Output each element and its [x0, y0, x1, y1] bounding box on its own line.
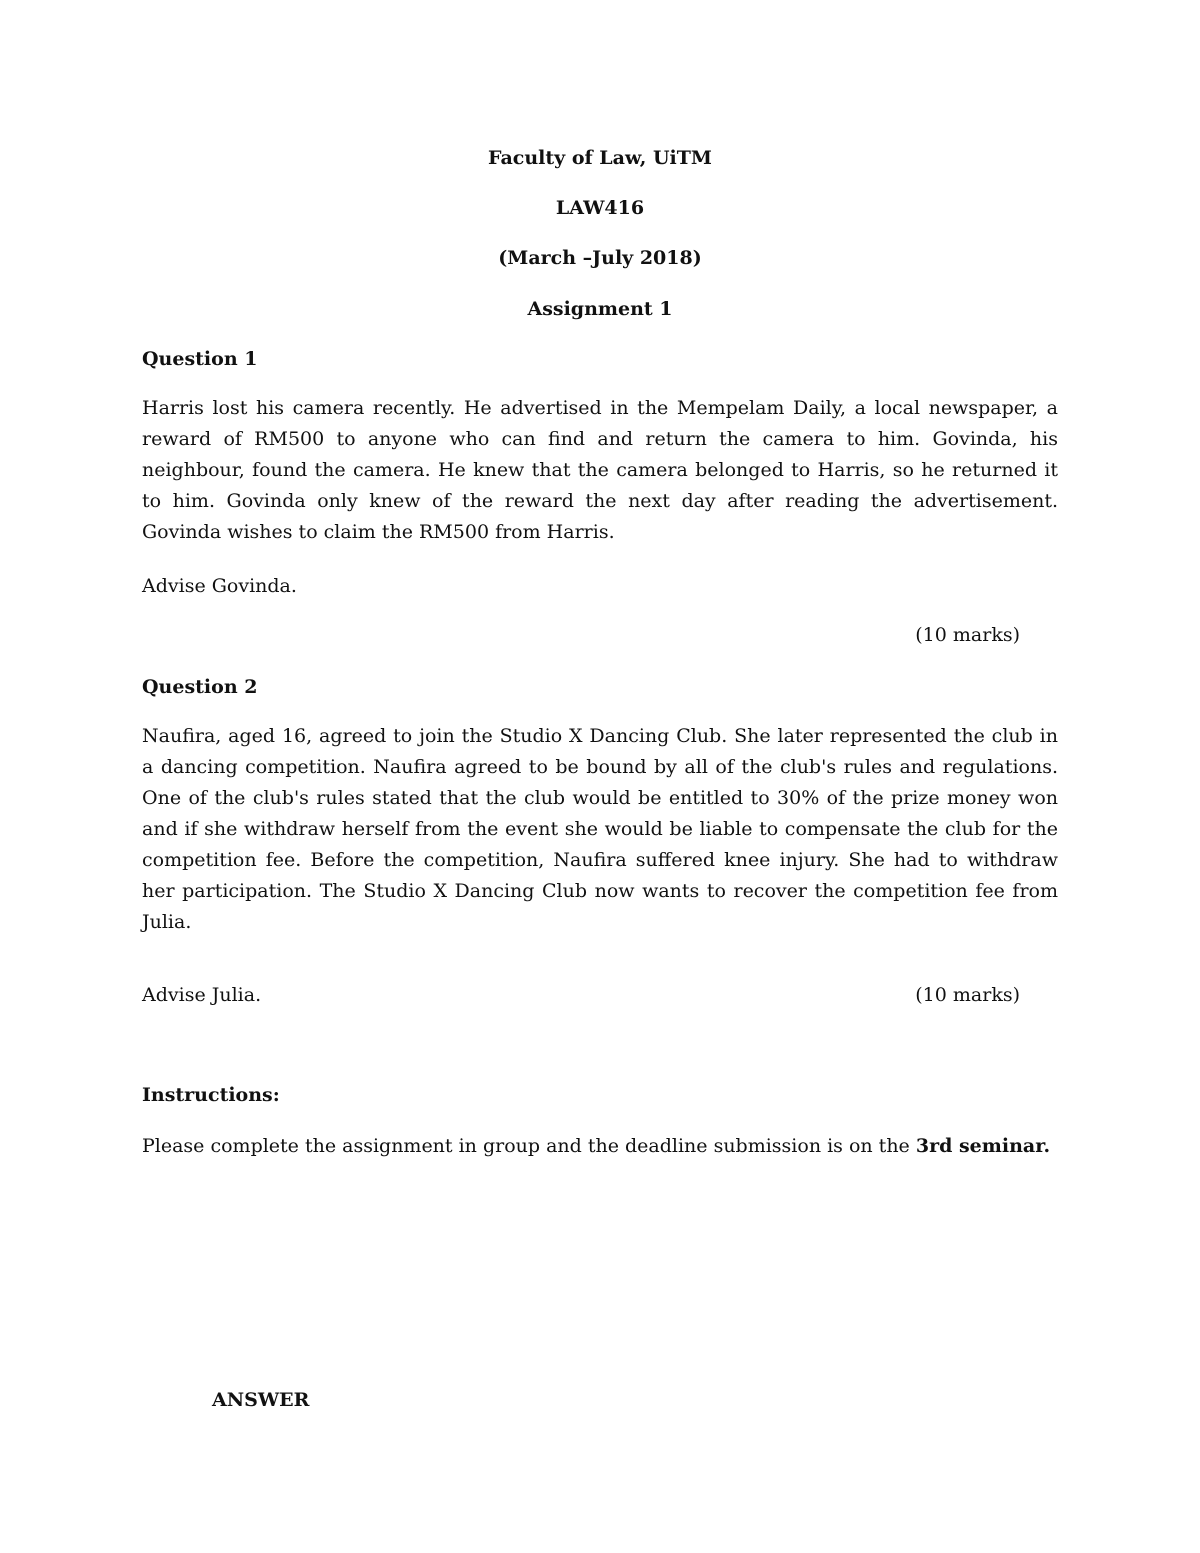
question-1-heading: Question 1 — [142, 348, 258, 370]
question-1-body: Harris lost his camera recently. He advertised in the Mempelam Daily, a local newspaper, a reward of RM500 to anyone who can find and return the camera to him. Govinda, his neighbour, found the camera. He knew that the camera belonged to Harris, so he returned it to him. Govinda only knew of the reward the next day after reading the advertisement. Govinda wishes to claim the RM500 from Harris. — [142, 397, 1058, 543]
question-2-heading: Question 2 — [142, 676, 258, 698]
question-2-body: Naufira, aged 16, agreed to join the Studio X Dancing Club. She later represented the club in a dancing competition. Naufira agreed to be bound by all of the club's rules and regulations. One of the club's rules stated that the club would be entitled to 30% of the prize money won and if she withdraw herself from the event she would be liable to compensate the club for the competition fee. Before the competition, Naufira suffered knee injury. She had to withdraw her participation. The Studio X Dancing Club now wants to recover the competition fee from Julia. — [142, 725, 1058, 933]
question-2-marks: (10 marks) — [915, 984, 1020, 1006]
semester-period: (March –July 2018) — [498, 247, 702, 269]
instructions-text — [142, 1134, 1050, 1158]
course-code: LAW416 — [555, 197, 645, 219]
answer-heading: ANSWER — [212, 1389, 310, 1411]
assignment-title: Assignment 1 — [527, 298, 673, 320]
instructions-heading: Instructions: — [142, 1084, 280, 1106]
faculty-title: Faculty of Law, UiTM — [488, 147, 712, 169]
question-2-advise: Advise Julia. — [142, 984, 262, 1006]
instructions-deadline: 3rd seminar. — [915, 1135, 1051, 1157]
question-1-marks: (10 marks) — [915, 624, 1020, 646]
instructions-body: Please complete the assignment in group and the deadline submission is on the — [142, 1135, 916, 1157]
question-1-advise: Advise Govinda. — [142, 575, 297, 597]
